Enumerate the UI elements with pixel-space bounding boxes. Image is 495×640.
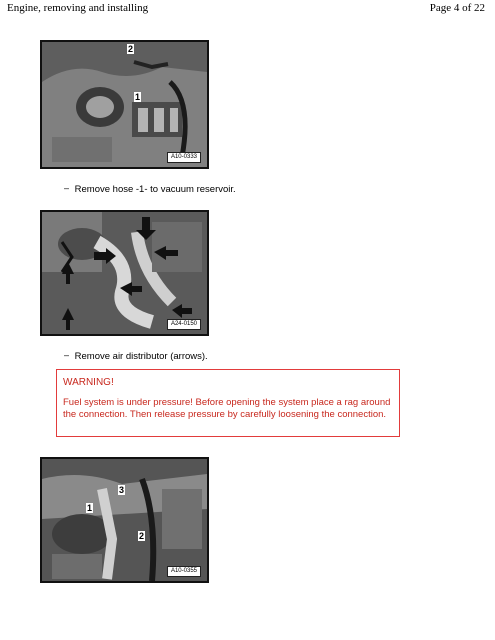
engine-illustration bbox=[42, 42, 207, 167]
warning-text: Fuel system is under pressure! Before opening the system place a rag around the connection. Then release pressure by carefully loosening the connection. bbox=[63, 397, 391, 420]
callout-label: 1 bbox=[87, 503, 93, 513]
figure-engine-vacuum-hose bbox=[40, 40, 209, 169]
callout-label: 2 bbox=[139, 531, 145, 541]
step-remove-air-distributor bbox=[64, 350, 208, 362]
callout-label: 2 bbox=[128, 44, 134, 54]
figure-id: A24-0150 bbox=[167, 319, 201, 330]
callout-label: 1 bbox=[135, 92, 141, 102]
warning-title: WARNING! bbox=[63, 377, 114, 388]
page-number: Page 4 of 22 bbox=[429, 2, 485, 14]
figure-air-distributor bbox=[40, 210, 209, 336]
fuel-connection-illustration bbox=[42, 459, 207, 581]
step-text: Remove hose -1- to vacuum reservoir. bbox=[74, 184, 236, 195]
warning-box bbox=[56, 369, 400, 437]
figure-fuel-connection bbox=[40, 457, 209, 583]
figure-id: A10-0333 bbox=[167, 152, 201, 163]
step-remove-hose bbox=[64, 183, 236, 195]
step-bullet: – bbox=[64, 350, 70, 360]
figure-id: A10-0355 bbox=[167, 566, 201, 577]
step-text: Remove air distributor (arrows). bbox=[74, 351, 208, 362]
air-distributor-illustration bbox=[42, 212, 207, 334]
callout-label: 3 bbox=[119, 485, 125, 495]
step-bullet: – bbox=[64, 183, 70, 193]
document-title: Engine, removing and installing bbox=[7, 2, 149, 14]
